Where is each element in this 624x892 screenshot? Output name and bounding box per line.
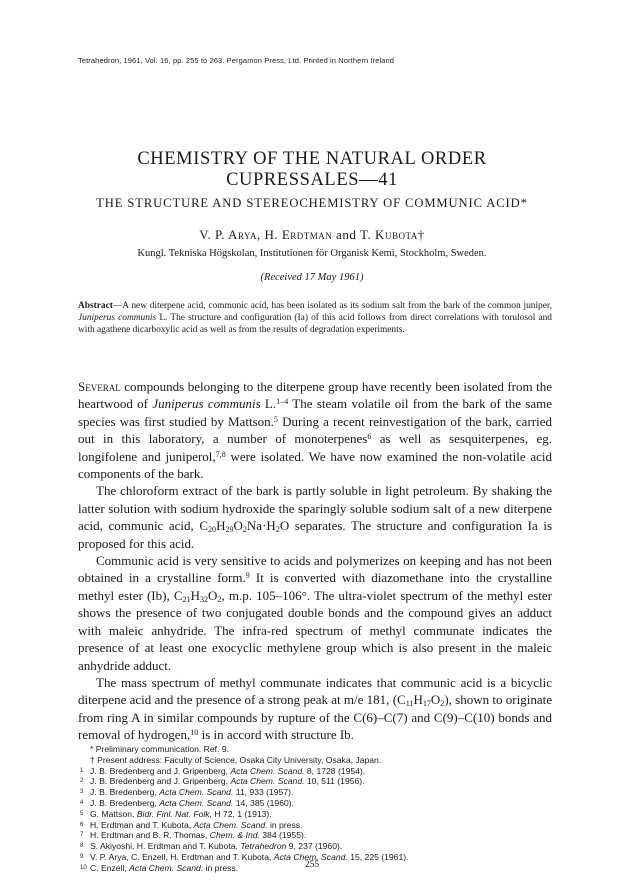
formula-subscript: 29 [225, 525, 234, 535]
reference-details: 15, 225 (1961). [347, 851, 409, 862]
reference-journal: Tetrahedron [240, 841, 287, 852]
text-run: It is converted with diazomethane into the crystalline methyl ester (Ib), C [78, 570, 552, 603]
text-run: H [413, 692, 423, 708]
text-run: The chloroform extract of the bark is partly soluble in light petroleum. By shaking the latter solution with sodium hydroxide the sparingly soluble sodium salt of a new diterpene acid, communic acid, C [78, 483, 552, 534]
author-arya: V. P. Arya, [199, 227, 261, 242]
lead-word: Several [78, 379, 121, 394]
reference-number: 3 [80, 789, 84, 796]
received-date: (Received 17 May 1961) [260, 272, 364, 283]
formula-subscript: 2 [440, 699, 445, 709]
text-run: During a recent reinvestigation of the bark, carried out in this laboratory, a number of monoterpenes [78, 413, 552, 447]
reference-number: 2 [80, 778, 84, 785]
reference-item [78, 766, 552, 777]
reference-marker: 1–4 [276, 397, 289, 407]
formula-subscript: 11 [405, 699, 414, 709]
reference-journal: Chem. & Ind. [209, 830, 260, 841]
paragraph-3 [78, 552, 552, 674]
formula-subscript: 20 [208, 525, 217, 535]
footnote-star: * Preliminary communication. Ref. 9. [90, 744, 229, 754]
abstract-species: Juniperus communis [78, 313, 157, 324]
text-run: Na·H [246, 518, 276, 534]
text-run: The mass spectrum of methyl communate indicates that communic acid is a bicyclic diterpene acid and the presence of a strong peak at m/e 181, (C [78, 674, 552, 708]
reference-marker: 7,8 [215, 449, 226, 459]
reference-details: 9, 237 (1960). [286, 841, 343, 852]
text-run: is in accord with structure Ib. [198, 727, 354, 743]
page-number: 255 [304, 860, 320, 870]
footnotes [78, 744, 552, 874]
formula-subscript: 32 [199, 594, 209, 604]
reference-item [78, 830, 552, 841]
reference-number: 4 [80, 799, 84, 806]
reference-list [78, 766, 552, 874]
reference-journal: Acta Chem. Scand. [230, 776, 305, 787]
paper-subtitle: THE STRUCTURE AND STEREOCHEMISTRY OF COMMUNIC ACID* [96, 196, 528, 210]
reference-details: 384 (1955). [259, 830, 307, 841]
reference-authors: J. B. Bredenberg, [90, 787, 160, 798]
reference-number: 10 [80, 864, 87, 871]
reference-details: 11, 933 (1957). [233, 787, 294, 798]
text-run: , m.p. 105–106°. The ultra-violet spectrum of the methyl ester shows the presence of two conjugated double bonds and the compound gives an adduct with maleic anhydride. The infra-red spectrum of methyl communate indicates the presence of at least one exocyclic methylene group which is also present in the maleic anhydride adduct. [78, 587, 552, 673]
reference-authors: V. P. Arya, C. Enzell, H. Erdtman and T. Kubota, [90, 851, 274, 862]
reference-marker: 6 [367, 432, 372, 442]
text-run: compounds belonging to the diterpene group have recently been isolated from the heartwood of [78, 379, 552, 412]
formula-subscript: 17 [422, 699, 431, 709]
reference-authors: J. B. Bredenberg, [90, 797, 160, 808]
text-run: as well as sesquiterpenes, eg. longifolene and juniperol, [78, 431, 552, 464]
paper-title-line-1: CHEMISTRY OF THE NATURAL ORDER [137, 149, 487, 169]
reference-item [78, 841, 552, 852]
reference-journal: Acta Chem. Scand. [159, 787, 234, 798]
formula-subscript: 2 [217, 594, 222, 604]
reference-details: in press. [203, 862, 239, 873]
reference-journal: Acta Chem. Scand. [193, 819, 268, 830]
reference-authors: G. Mattson, [90, 808, 137, 819]
reference-number: 6 [80, 821, 84, 828]
reference-journal: Bidr. Finl. Nat. Folk, [136, 808, 212, 819]
reference-details: H 72, 1 (1913). [211, 808, 272, 819]
journal-citation: Tetrahedron, 1961, Vol. 16, pp. 255 to 263. Pergamon Press, Ltd. Printed in Northern Ireland [78, 56, 395, 65]
reference-item [78, 787, 552, 798]
paper-title-line-2: CUPRESSALES—41 [226, 170, 398, 190]
reference-authors: H. Erdtman and T. Kubota, [90, 819, 194, 830]
formula-subscript: 2 [275, 525, 280, 535]
abstract [78, 300, 552, 337]
formula-subscript: 2 [242, 525, 247, 535]
text-run: were isolated. We have now examined the non-volatile acid components of the bark. [78, 448, 552, 482]
reference-details: in press. [267, 819, 303, 830]
reference-authors: H. Erdtman and B. R. Thomas, [90, 830, 210, 841]
reference-authors: S. Akiyoshi, H. Erdtman and T. Kubota, [90, 841, 241, 852]
reference-marker: 5 [273, 414, 278, 424]
affiliation: Kungl. Tekniska Högskolan, Institutionen för Organisk Kemi, Stockholm, Sweden. [137, 248, 487, 259]
reference-journal: Acta Chem. Scand. [230, 765, 305, 776]
text-run: O [430, 692, 441, 708]
text-run: H [216, 518, 226, 534]
author-kubota: T. Kubota† [360, 227, 425, 242]
reference-number: 8 [80, 843, 84, 850]
reference-details: 14, 385 (1960). [233, 797, 295, 808]
reference-details: 8, 1728 (1954). [304, 765, 366, 776]
reference-number: 9 [80, 853, 84, 860]
reference-journal: Acta Chem. Scand. [159, 797, 234, 808]
reference-authors: J. B. Bredenberg and J. Gripenberg, [90, 765, 231, 776]
text-run: L. [260, 396, 277, 412]
reference-marker: 10 [190, 728, 199, 738]
footnote-dagger: † Present address: Faculty of Science, Osaka City University, Osaka, Japan. [90, 754, 382, 765]
reference-number: 5 [80, 810, 84, 817]
body-text [78, 378, 552, 744]
paragraph-2 [78, 482, 552, 552]
reference-journal: Acta Chem. Scand. [129, 862, 204, 873]
reference-number: 1 [80, 767, 84, 774]
abstract-label: Abstract [78, 301, 113, 311]
abstract-text-1: —A new diterpene acid, communic acid, has been isolated as its sodium salt from the bark of the common juniper, [112, 301, 552, 311]
text-run: The steam volatile oil from the bark of the same species was first studied by Mattson. [78, 396, 552, 429]
abstract-text-2: L. The structure and configuration (Ia) of this acid follows from direct correlations with torulosol and with agathene dicarboxylic acid as well as from the results of degradation experiments. [78, 313, 552, 336]
author-erdtman: H. Erdtman [264, 227, 333, 242]
paragraph-1 [78, 378, 552, 482]
text-run: Communic acid is very sensitive to acids and polymerizes on keeping and has not been obtained in a crystalline form. [78, 553, 552, 586]
species-name: Juniperus communis [152, 396, 261, 412]
reference-item [78, 809, 552, 820]
reference-item [78, 820, 552, 831]
formula-subscript: 21 [182, 594, 191, 604]
reference-marker: 9 [245, 571, 250, 581]
text-run: O [233, 518, 243, 534]
reference-authors: J. B. Bredenberg and J. Gripenberg, [90, 776, 231, 787]
reference-item [78, 776, 552, 787]
reference-number: 7 [80, 832, 84, 839]
author-list [0, 227, 624, 243]
reference-item [78, 798, 552, 809]
reference-authors: C. Enzell, [90, 862, 130, 873]
reference-journal: Acta Chem. Scand. [273, 851, 348, 862]
paragraph-4 [78, 674, 552, 744]
text-run: O separates. The structure and configuration Ia is proposed for this acid. [78, 518, 553, 551]
text-run: ), shown to originate from ring A in similar compounds by rupture of the C(6)–C(7) and C(9)–C(10) bonds and removal of hydrogen, [78, 692, 552, 743]
text-run: O [208, 587, 218, 603]
author-conjunction: and [336, 227, 357, 242]
text-run: H [190, 587, 200, 603]
reference-details: 10, 511 (1956). [304, 776, 365, 787]
